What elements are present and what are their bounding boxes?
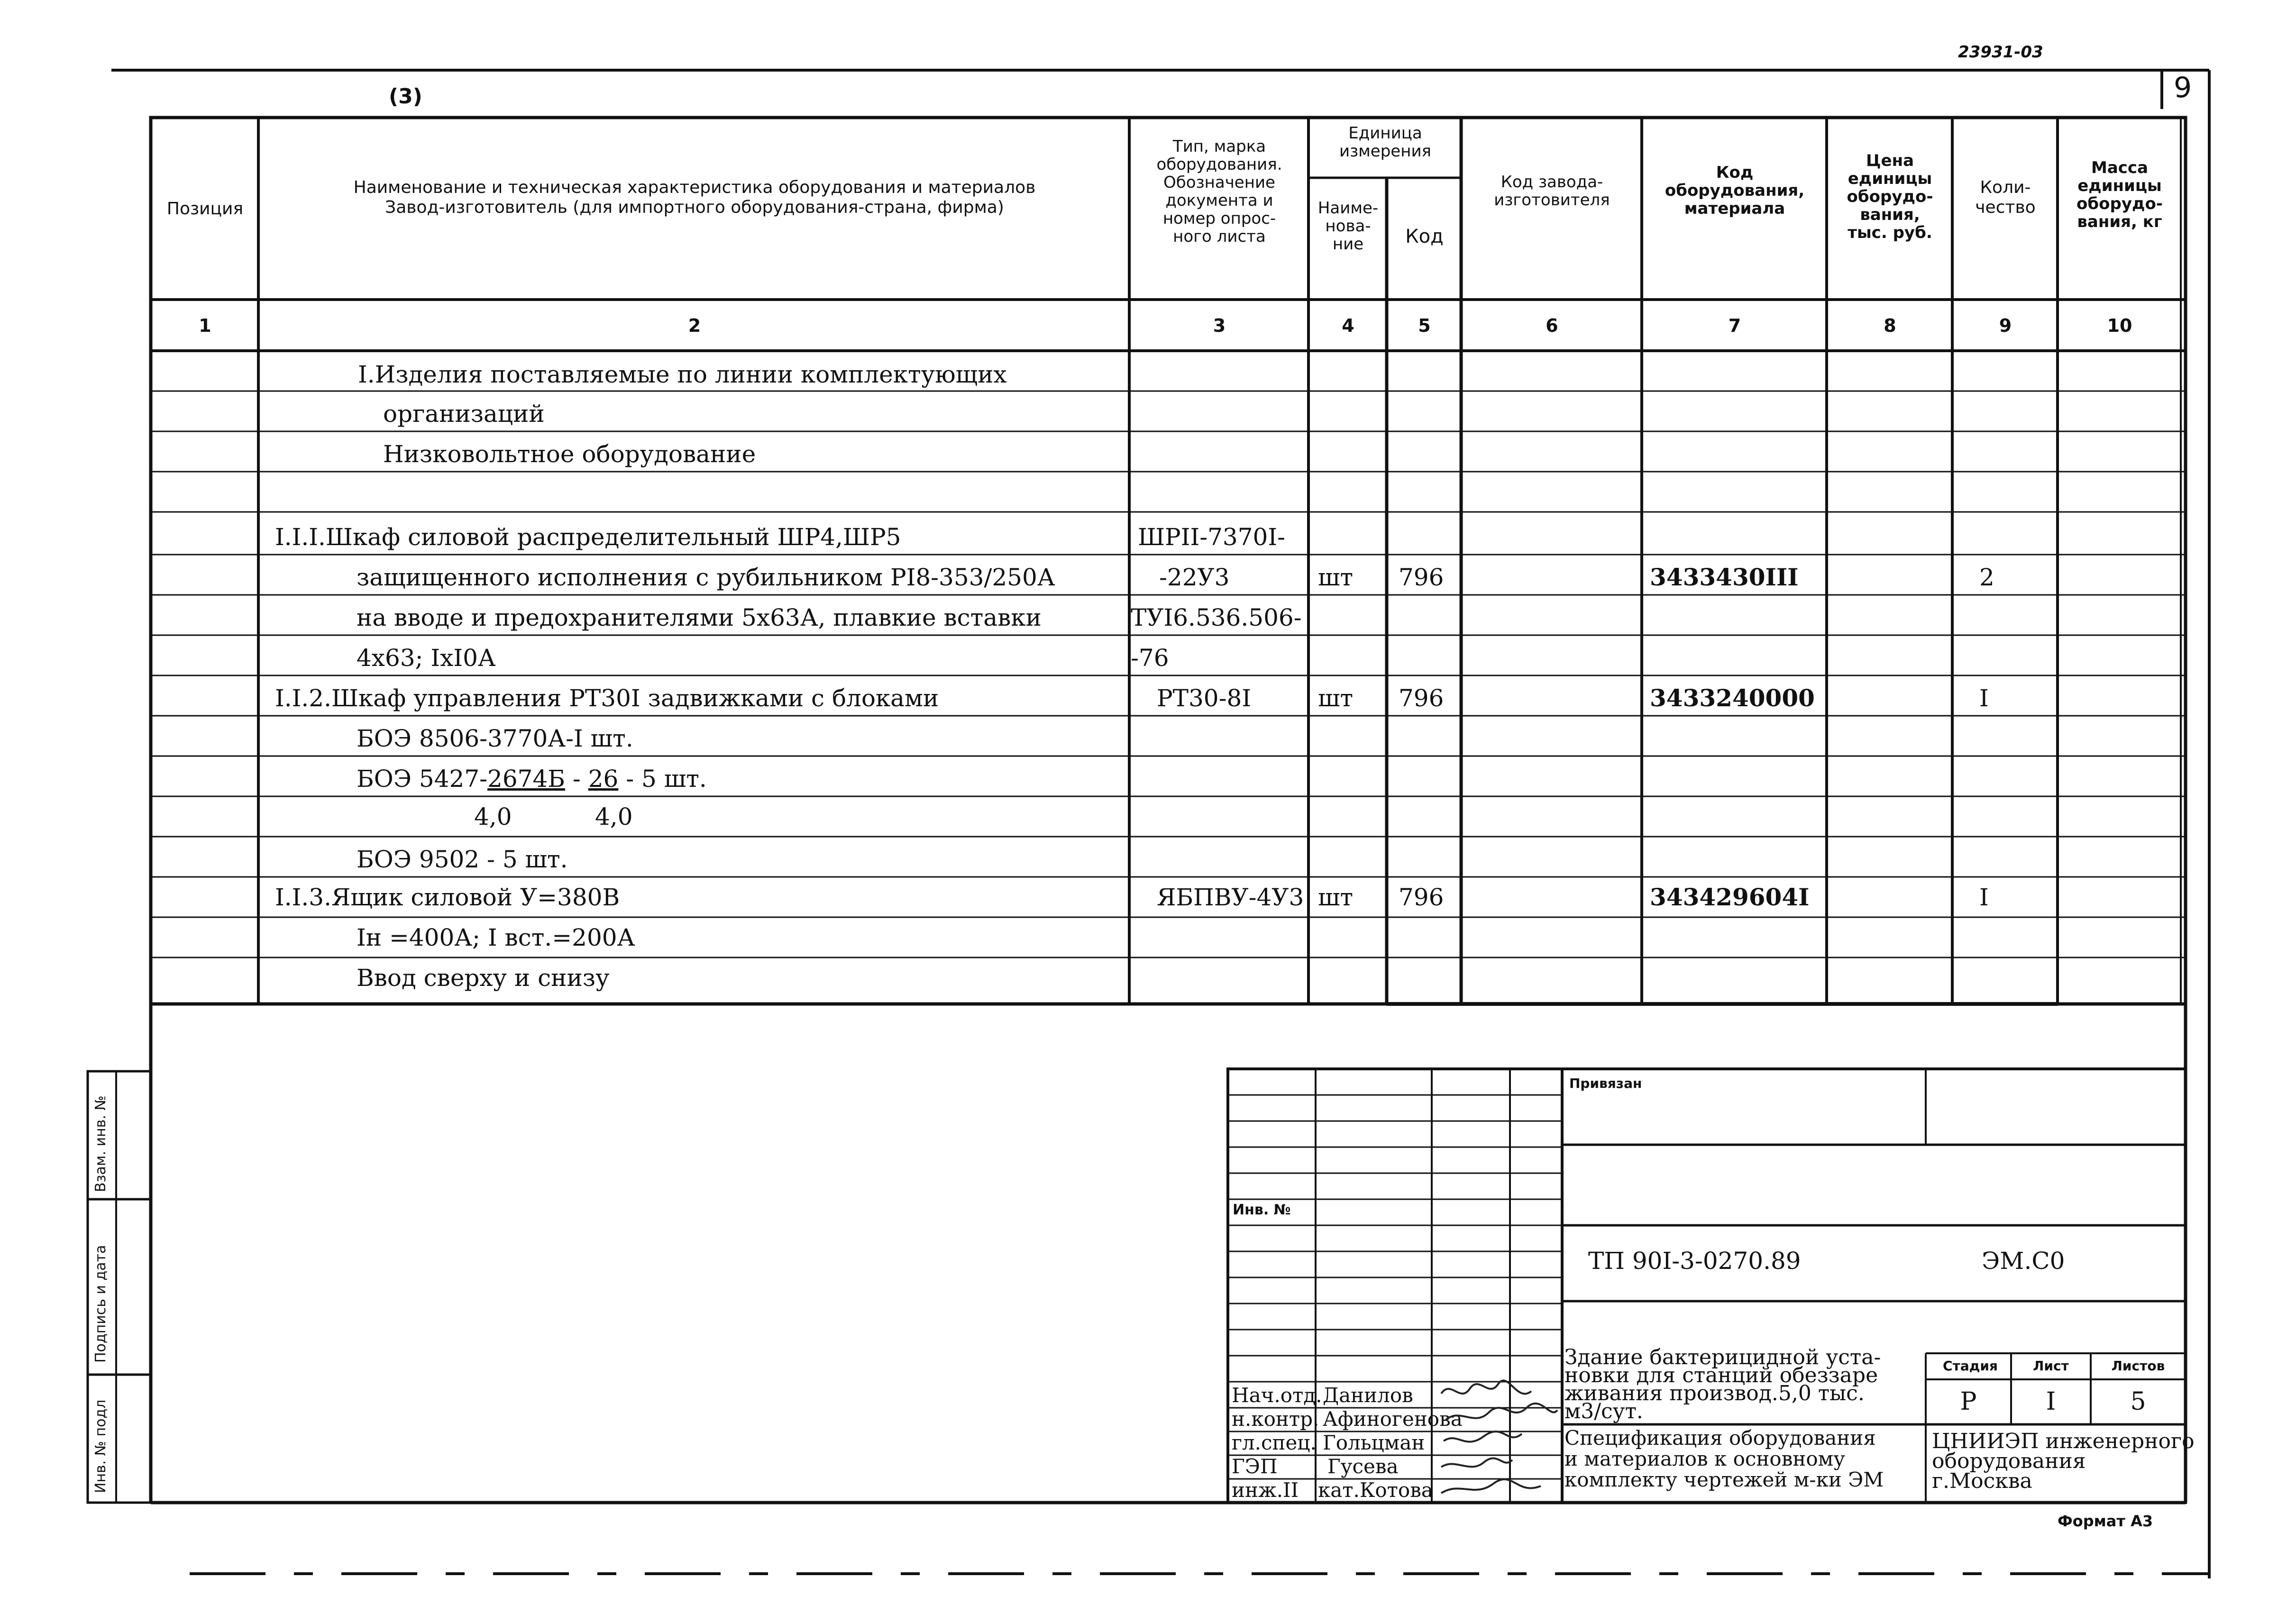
table-row-name: 4,0 bbox=[595, 803, 633, 830]
header-unit-line: Единица bbox=[1348, 124, 1422, 143]
signer-name: Гольцман bbox=[1323, 1431, 1425, 1454]
project-title-line: живания производ.5,0 тыс. bbox=[1564, 1381, 1865, 1405]
sheet-header: Лист bbox=[2033, 1358, 2069, 1374]
sheet-value: I bbox=[2046, 1387, 2056, 1416]
signer-name: Данилов bbox=[1323, 1384, 1413, 1407]
column-number: 2 bbox=[688, 315, 701, 336]
project-title bbox=[1564, 1345, 1881, 1423]
table-row-name: I.I.2.Шкаф управления РТ30I задвижками с блоками bbox=[275, 684, 939, 712]
column-number: 5 bbox=[1418, 315, 1431, 336]
sheet-index: 9 bbox=[2174, 71, 2192, 104]
table-row-name: Ввод сверху и снизу bbox=[357, 964, 610, 992]
signer-name: Гусева bbox=[1327, 1455, 1399, 1478]
header-name-line1: Наименование и техническая характеристика оборудования и материалов bbox=[353, 178, 1036, 197]
format-label: Формат А3 bbox=[2058, 1512, 2153, 1530]
table-row-equip-code: 343429604I bbox=[1650, 883, 1810, 911]
signer-role: ГЭП bbox=[1232, 1455, 1278, 1478]
table-row-name: Низковольтное оборудование bbox=[383, 440, 756, 468]
header-plant-code-line: Код завода- bbox=[1500, 173, 1603, 191]
table-row-unit: шт bbox=[1318, 684, 1354, 712]
signer-role: н.контр. bbox=[1232, 1407, 1319, 1431]
table-row-unit: шт bbox=[1318, 564, 1354, 591]
header-name-line2: Завод-изготовитель (для импортного оборудования-страна, фирма) bbox=[385, 198, 1004, 217]
organization-line: г.Москва bbox=[1932, 1469, 2032, 1493]
table-row-name: I.Изделия поставляемые по линии комплектующих bbox=[358, 361, 1007, 388]
table-row-name bbox=[357, 765, 707, 793]
header-price-line: вания, bbox=[1860, 205, 1920, 224]
header-qty-line: Коли- bbox=[1980, 178, 2031, 197]
header-name bbox=[260, 178, 1129, 218]
table-row-name: БОЭ 9502 - 5 шт. bbox=[357, 846, 568, 873]
header-equip-code-line: материала bbox=[1684, 199, 1785, 218]
table-row-name: организаций bbox=[383, 400, 545, 428]
header-qty bbox=[1953, 178, 2058, 218]
header-unit-line: измерения bbox=[1339, 142, 1432, 161]
project-title-line: м3/сут. bbox=[1564, 1399, 1643, 1423]
header-price-line: Цена bbox=[1866, 151, 1914, 170]
table-row-type: ЯБПВУ-4У3 bbox=[1157, 884, 1304, 911]
column-number: 6 bbox=[1546, 315, 1558, 336]
table-row-name: БОЭ 8506-3770А-I шт. bbox=[357, 725, 633, 752]
stage-header: Стадия bbox=[1943, 1358, 1998, 1374]
table-row-unit: шт bbox=[1318, 884, 1354, 911]
header-equip-code bbox=[1643, 164, 1827, 218]
privyazan-label: Привязан bbox=[1569, 1076, 1642, 1091]
row-part: - 5 шт. bbox=[618, 765, 707, 793]
signer-role: Нач.отд. bbox=[1232, 1384, 1322, 1407]
header-unit-name bbox=[1309, 199, 1387, 253]
side-stamp-label: Подпись и дата bbox=[92, 1245, 109, 1363]
table-row-type: ШРII-7370I- bbox=[1138, 523, 1285, 551]
side-stamp-label: Взам. инв. № bbox=[92, 1095, 109, 1192]
header-plant-code bbox=[1462, 173, 1642, 209]
header-type-line: оборудования. bbox=[1156, 155, 1282, 174]
table-row-type: РТ30-8I bbox=[1157, 684, 1252, 712]
spec-title bbox=[1564, 1428, 1884, 1490]
table-row-name: 4,0 bbox=[474, 803, 512, 830]
spec-title-line: комплекту чертежей м-ки ЭМ bbox=[1564, 1468, 1884, 1491]
table-row-unit-code: 796 bbox=[1399, 884, 1444, 911]
header-mass-line: Масса bbox=[2091, 158, 2149, 177]
header-type bbox=[1130, 137, 1308, 246]
header-unit-group bbox=[1309, 124, 1461, 160]
header-qty-line: чество bbox=[1975, 198, 2036, 217]
header-position: Позиция bbox=[166, 199, 244, 219]
stage-value: Р bbox=[1960, 1387, 1977, 1416]
table-row-type: ТУI6.536.506- bbox=[1131, 604, 1302, 631]
table-row-type: -76 bbox=[1131, 644, 1169, 672]
document-code: ТП 90I-3-0270.89 bbox=[1588, 1247, 1801, 1275]
header-plant-code-line: изготовителя bbox=[1494, 191, 1610, 210]
column-number: 3 bbox=[1213, 315, 1226, 336]
signer-name: кат.Котова bbox=[1318, 1478, 1433, 1502]
table-row-name: I.I.3.Ящик силовой У=380В bbox=[275, 884, 620, 911]
header-mass bbox=[2058, 159, 2181, 231]
table-row-equip-code: 3433430III bbox=[1650, 563, 1799, 591]
row-part: 26 bbox=[588, 765, 619, 793]
header-equip-code-line: оборудования, bbox=[1665, 181, 1805, 200]
header-price-line: единицы bbox=[1848, 169, 1932, 188]
organization-line: оборудования bbox=[1932, 1449, 2086, 1473]
organization-line: ЦНИИЭП инженерного bbox=[1932, 1429, 2195, 1453]
project-title-line: новки для станций обеззаре bbox=[1564, 1363, 1878, 1387]
header-unit-name-line: ние bbox=[1332, 235, 1364, 254]
side-stamp-label: Инв. № подл bbox=[92, 1399, 109, 1493]
sheets-header: Листов bbox=[2111, 1358, 2165, 1374]
document-number: 23931-03 bbox=[1958, 43, 2043, 62]
column-number: 10 bbox=[2107, 315, 2132, 336]
column-number: 1 bbox=[199, 315, 211, 336]
table-row-name: Iн =400А; I вст.=200А bbox=[357, 924, 635, 951]
signer-role: инж.II bbox=[1232, 1478, 1299, 1502]
header-price-line: тыс. руб. bbox=[1848, 223, 1932, 242]
project-title-line: Здание бактерицидной уста- bbox=[1564, 1345, 1881, 1369]
column-number: 4 bbox=[1342, 315, 1354, 336]
header-unit-code: Код bbox=[1405, 226, 1444, 247]
table-row-name: защищенного исполнения с рубильником РI8-353/250А bbox=[357, 564, 1055, 591]
header-mass-line: вания, кг bbox=[2077, 212, 2162, 231]
header-type-line: документа и bbox=[1165, 191, 1273, 210]
table-row-unit-code: 796 bbox=[1399, 564, 1444, 591]
header-price bbox=[1828, 152, 1952, 242]
header-equip-code-line: Код bbox=[1716, 163, 1754, 182]
row-part: - bbox=[565, 765, 588, 793]
header-type-line: Обозначение bbox=[1163, 173, 1275, 192]
table-row-unit-code: 796 bbox=[1399, 684, 1444, 712]
table-row-name: 4х63; IхI0А bbox=[357, 644, 496, 672]
spec-title-line: Спецификация оборудования bbox=[1564, 1426, 1876, 1450]
signatures-image bbox=[1432, 1375, 1564, 1503]
table-row-qty: I bbox=[1979, 684, 1989, 712]
header-type-line: номер опрос- bbox=[1162, 209, 1276, 228]
header-unit-name-line: нова- bbox=[1325, 217, 1371, 236]
column-number: 7 bbox=[1728, 315, 1741, 336]
header-unit-name-line: Наиме- bbox=[1317, 199, 1379, 218]
table-row-name: I.I.I.Шкаф силовой распределительный ШР4,ШР5 bbox=[275, 523, 901, 551]
column-number: 8 bbox=[1884, 315, 1896, 336]
table-row-qty: 2 bbox=[1979, 564, 1994, 591]
header-mass-line: единицы bbox=[2077, 176, 2162, 195]
sheets-value: 5 bbox=[2130, 1387, 2146, 1416]
header-price-line: оборудо- bbox=[1847, 187, 1933, 206]
document-suffix: ЭМ.С0 bbox=[1982, 1247, 2065, 1275]
header-type-line: Тип, марка bbox=[1172, 137, 1266, 156]
header-type-line: ного листа bbox=[1173, 227, 1266, 246]
row-part: БОЭ 5427- bbox=[357, 765, 488, 793]
row-part: 2674Б bbox=[487, 765, 566, 793]
table-label: (3) bbox=[389, 84, 422, 109]
table-row-name: на вводе и предохранителями 5х63А, плавкие вставки bbox=[357, 604, 1042, 631]
organization bbox=[1932, 1429, 2195, 1493]
inv-number-label: Инв. № bbox=[1233, 1202, 1291, 1218]
header-mass-line: оборудо- bbox=[2076, 194, 2163, 213]
column-number: 9 bbox=[1999, 315, 2012, 336]
table-row-type: -22У3 bbox=[1159, 564, 1230, 591]
table-row-equip-code: 3433240000 bbox=[1650, 684, 1815, 712]
table-row-qty: I bbox=[1979, 884, 1989, 911]
spec-title-line: и материалов к основному bbox=[1564, 1447, 1846, 1470]
signer-name: Афиногенова bbox=[1323, 1407, 1463, 1431]
signer-role: гл.спец. bbox=[1232, 1431, 1317, 1454]
